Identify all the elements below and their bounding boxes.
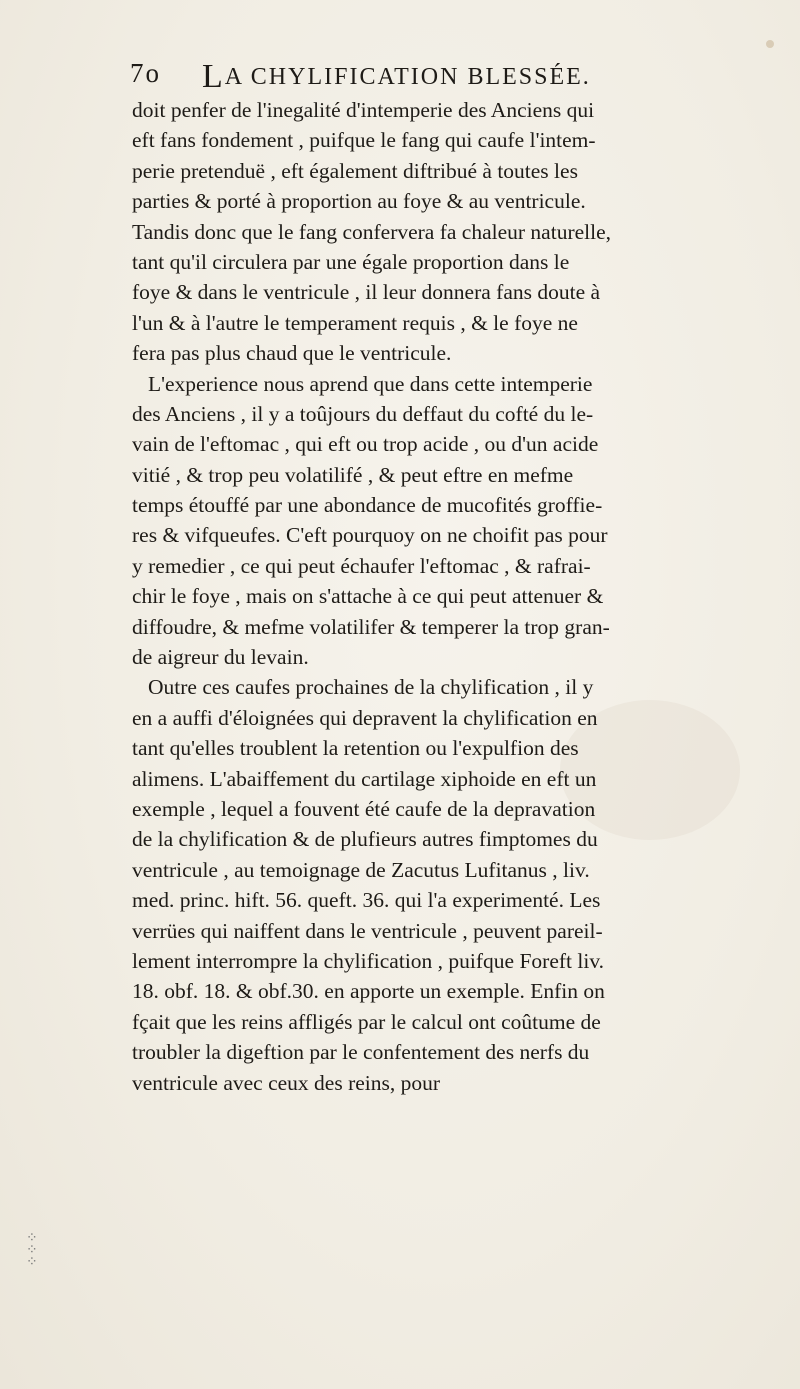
text-line: temps étouffé par une abondance de mucofités groffie- <box>132 493 603 518</box>
text-line: parties & porté à proportion au foye & au ventricule. <box>132 189 586 214</box>
text-line: troubler la digeftion par le confentement des nerfs du <box>132 1040 590 1065</box>
running-title-rest: A CHYLIFICATION BLESSÉE. <box>224 64 591 90</box>
text-line: fçait que les reins affligés par le calcul ont coûtume de <box>132 1009 601 1034</box>
text-line: tant qu'elles troublent la retention ou l'expulfion des <box>132 736 579 761</box>
text-line: alimens. L'abaiffement du cartilage xiphoide en eft un <box>132 766 597 791</box>
page-number: 7o <box>130 58 161 88</box>
text-line: y remedier , ce qui peut échaufer l'eftomac , & rafrai- <box>132 553 591 578</box>
text-line: fera pas plus chaud que le ventricule. <box>132 341 452 366</box>
text-line: de la chylification & de plufieurs autres fimptomes du <box>132 827 598 852</box>
text-line: vain de l'eftomac , qui eft ou trop acide , ou d'un acide <box>132 432 599 457</box>
text-line: med. princ. hift. 56. queft. 36. qui l'a experimenté. Les <box>132 888 601 913</box>
text-line: de aigreur du levain. <box>132 645 309 670</box>
text-line: tant qu'il circulera par une égale proportion dans le <box>132 249 570 274</box>
text-line: 18. obf. 18. & obf.30. en apporte un exemple. Enfin on <box>132 979 605 1004</box>
text-line: l'un & à l'autre le temperament requis , & le foye ne <box>132 310 578 335</box>
text-line: des Anciens , il y a toûjours du deffaut du cofté du le- <box>132 401 594 426</box>
text-line: en a auffi d'éloignées qui depravent la chylification en <box>132 705 598 730</box>
text-line: foye & dans le ventricule , il leur donnera fans doute à <box>132 280 601 305</box>
text-line: res & vifqueufes. C'eft pourquoy on ne choifit pas pour <box>132 523 608 548</box>
text-line: perie pretenduë , eft également diftribué à toutes les <box>132 158 578 183</box>
paragraph-start-line: Outre ces caufes prochaines de la chylification , il y <box>148 675 594 700</box>
running-title <box>202 58 591 96</box>
text-line: vitié , & trop peu volatilifé , & peut eftre en mefme <box>132 462 574 487</box>
margin-mark: ⁘ ⁘ ⁘ <box>26 1230 38 1270</box>
text-line: Tandis donc que le fang confervera fa chaleur naturelle, <box>132 219 612 244</box>
text-line: chir le foye , mais on s'attache à ce qui peut attenuer & <box>132 584 604 609</box>
text-line: exemple , lequel a fouvent été caufe de la depravation <box>132 796 596 821</box>
text-line: ventricule , au temoignage de Zacutus Lufitanus , liv. <box>132 857 590 882</box>
text-line: eft fans fondement , puifque le fang qui caufe l'intem- <box>132 128 596 153</box>
text-line: ventricule avec ceux des reins, pour <box>132 1070 441 1095</box>
text-line: diffoudre, & mefme volatilifer & temperer la trop gran- <box>132 614 610 639</box>
text-line: lement interrompre la chylification , puifque Foreft liv. <box>132 948 605 973</box>
page-header <box>130 52 770 95</box>
ink-spot <box>766 40 774 48</box>
text-line: verrües qui naiffent dans le ventricule , peuvent pareil- <box>132 918 603 943</box>
running-title-initial: L <box>202 58 225 95</box>
text-line: doit penfer de l'inegalité d'intemperie des Anciens qui <box>132 98 595 122</box>
body-text <box>132 95 787 1098</box>
paragraph-start-line: L'experience nous aprend que dans cette intemperie <box>148 371 593 396</box>
